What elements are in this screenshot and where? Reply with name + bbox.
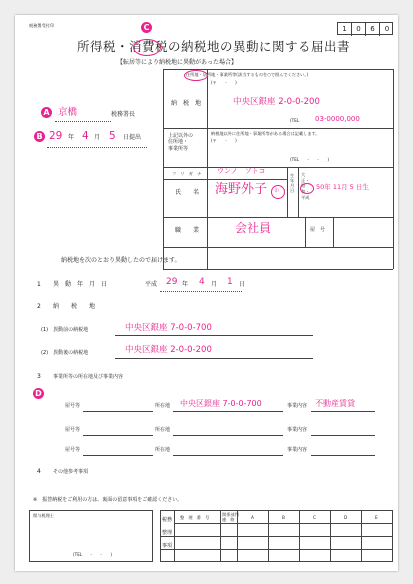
business-1-content-value: 不動産賃貸 — [315, 399, 355, 408]
business-1-trade-name-line — [83, 411, 153, 412]
annotation-marker-d: D — [33, 388, 44, 399]
section-2-number: 2 — [37, 303, 41, 310]
business-1-content-label: 事業内容 — [287, 403, 308, 409]
department-label: 関係部門 連 絡 — [222, 512, 239, 523]
business-3-location-line — [173, 455, 283, 456]
nozeichi-label: 納 税 地 — [171, 100, 202, 107]
nozeichi-selected-circle — [184, 70, 208, 81]
info-block-left-border — [163, 69, 164, 269]
move-month-unit: 月 — [211, 281, 218, 288]
admin-col-b: B — [282, 515, 285, 520]
admin-col-e: E — [375, 515, 378, 520]
trade-name-label: 屋 号 — [310, 227, 326, 233]
nozeichi-tel-label: (TEL — [290, 118, 300, 123]
annotation-marker-a: A — [41, 107, 52, 118]
intro-text: 納税地を次のとおり異動したので届けます。 — [61, 257, 181, 264]
admin-label-2: 整理 — [162, 530, 173, 536]
section-3-number: 3 — [37, 373, 41, 380]
business-2-content-line — [311, 435, 375, 436]
occupation-divider — [305, 217, 306, 247]
name-birth-divider — [287, 167, 288, 217]
birth-era-selected-circle — [300, 183, 314, 194]
tax-agent-tel: (TEL - - ) — [73, 552, 112, 557]
submission-month: 4 — [82, 130, 89, 142]
other-address-postal: (〒 - ) — [211, 138, 237, 143]
submission-month-unit: 月 — [94, 134, 101, 141]
move-day: 1 — [227, 277, 233, 287]
business-1-trade-name-label: 屋号等 — [65, 403, 81, 409]
before-address-label: (1) 異動前の納税地 — [41, 327, 89, 333]
birth-era-options: 大正・昭和・平成 — [301, 172, 310, 200]
label-column-divider — [207, 69, 208, 269]
admin-label-3: 事項 — [162, 543, 173, 549]
submission-date-underline — [47, 147, 147, 148]
nozeichi-value: 中央区銀座 2-0-0-200 — [233, 97, 320, 107]
business-2-content-label: 事業内容 — [287, 427, 308, 433]
business-1-location-value: 中央区銀座 7-0-0-700 — [180, 399, 262, 408]
business-1-content-line — [311, 411, 375, 412]
business-3-trade-name-line — [83, 455, 153, 456]
form-number-digit: 0 — [384, 25, 390, 33]
birth-label: 生年月日 — [290, 173, 295, 194]
annotation-marker-c: C — [141, 22, 152, 33]
form-subtitle: 【転居等により納税地に異動があった場合】 — [117, 59, 237, 66]
section-1-number: 1 — [37, 281, 41, 288]
nozeichi-tel-value: 03-0000,000 — [315, 115, 360, 123]
row-divider — [163, 217, 393, 218]
occupation-value: 会社員 — [235, 221, 272, 235]
nozeichi-postal: (〒 - ) — [211, 80, 237, 85]
form-number-digit: 1 — [338, 22, 352, 36]
row-divider — [163, 247, 393, 248]
tax-office-name: 京橋 — [58, 107, 78, 118]
seal-mark: 印 — [274, 188, 279, 193]
submission-day-suffix: 日提出 — [123, 134, 142, 141]
admin-col-a: A — [251, 515, 254, 520]
section-2-label: 納 税 地 — [53, 303, 96, 310]
business-1-location-line — [173, 411, 283, 412]
admin-col-d: D — [344, 515, 348, 520]
name-label: 氏 名 — [175, 189, 200, 196]
admin-grid-row-line — [160, 549, 393, 550]
business-2-trade-name-line — [83, 435, 153, 436]
furigana-divider — [163, 179, 287, 180]
move-month: 4 — [199, 277, 205, 287]
nozeichi-options: 住所地・居所地・事業所等(該当するものを○で囲んでください。) — [186, 72, 309, 77]
birth-value: 50年 11月 5 日生 — [316, 183, 369, 191]
title-highlight-circle — [133, 39, 161, 56]
move-year: 29 — [166, 277, 178, 287]
form-number-digit: 0 — [352, 22, 366, 36]
business-3-content-label: 事業内容 — [287, 447, 308, 453]
name-value: 海野外子 — [215, 182, 268, 197]
submission-year: 29 — [49, 130, 63, 142]
section-4-number: 4 — [37, 468, 41, 475]
tax-office-suffix: 税務署長 — [111, 111, 136, 118]
after-address-underline — [115, 358, 313, 359]
info-block-right-border — [393, 69, 394, 269]
business-2-location-label: 所在地 — [155, 427, 171, 433]
business-1-location-label: 所在地 — [155, 403, 171, 409]
transfer-footnote: ※ 振替納税をご利用の方は、裏面の留意事項をご確認ください。 — [33, 497, 183, 503]
section-3-label: 事業所等の所在地及び事業内容 — [53, 374, 124, 380]
form-number-box — [337, 22, 393, 35]
before-address-underline — [115, 335, 313, 336]
furigana-label: フ リ ガ ナ — [172, 171, 202, 176]
tax-agent-label: 関与税理士 — [33, 513, 54, 518]
other-address-tel: (TEL - - ) — [290, 157, 329, 162]
submission-day: 5 — [109, 130, 116, 142]
after-address-value: 中央区銀座 2-0-0-200 — [125, 345, 212, 355]
trade-name-divider — [333, 217, 334, 247]
admin-grid-row-line — [160, 536, 393, 537]
business-3-content-line — [311, 455, 375, 456]
office-stamp-label: 税務署受付印 — [29, 23, 55, 28]
admin-label-1: 税務 — [162, 517, 173, 523]
info-block-bottom-border — [163, 269, 393, 270]
business-2-trade-name-label: 屋号等 — [65, 427, 81, 433]
move-date-underline — [160, 291, 242, 292]
admin-grid-row-line — [174, 523, 393, 524]
other-address-label: 上記以外の 住所地・ 事業所等 — [168, 133, 194, 152]
business-3-trade-name-label: 屋号等 — [65, 447, 81, 453]
row-divider — [163, 167, 393, 168]
form-number-digit: 6 — [366, 22, 380, 36]
form-sheet — [15, 15, 398, 571]
section-4-label: その他参考事項 — [53, 469, 89, 475]
after-address-label: (2) 異動後の納税地 — [41, 350, 89, 356]
tax-office-underline — [55, 121, 111, 122]
before-address-value: 中央区銀座 7-0-0-700 — [125, 323, 212, 333]
annotation-marker-b: B — [34, 131, 45, 142]
move-year-unit: 年 — [182, 281, 189, 288]
form-title: 所得税・消費税の納税地の異動に関する届出書 — [77, 39, 351, 54]
move-day-unit: 日 — [239, 281, 246, 288]
other-address-note: 納税地以外に住所地・事業所等がある場合は記載します。 — [211, 131, 320, 136]
birth-label-divider — [298, 167, 299, 217]
occupation-label: 職 業 — [175, 227, 200, 234]
business-3-location-label: 所在地 — [155, 447, 171, 453]
furigana-value: ウンノ ソトコ — [217, 167, 266, 175]
move-date-era: 平成 — [145, 281, 158, 288]
admin-col-c: C — [313, 515, 316, 520]
section-1-label: 異 動 年 月 日 — [53, 281, 108, 288]
row-divider — [163, 128, 393, 129]
submission-year-unit: 年 — [68, 134, 75, 141]
seiri-number-label: 整 理 番 号 — [180, 515, 210, 520]
business-2-location-line — [173, 435, 283, 436]
